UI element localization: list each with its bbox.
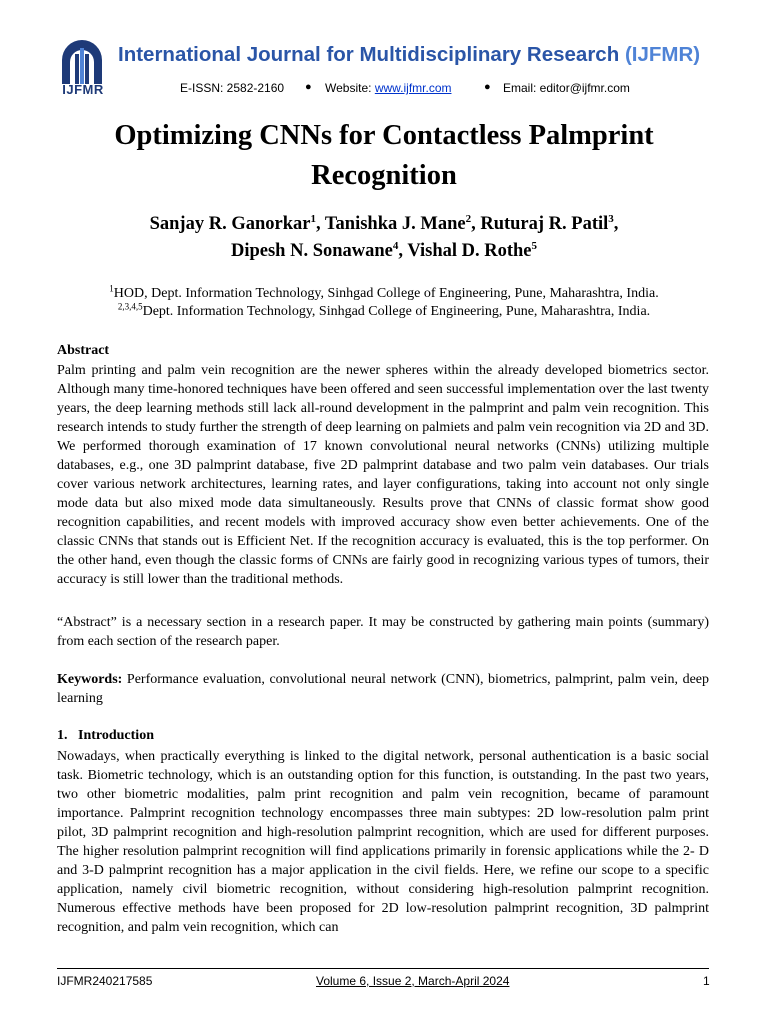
eissn: E-ISSN: 2582-2160 bbox=[180, 81, 285, 95]
abstract-heading: Abstract bbox=[57, 343, 110, 358]
keywords-label: Keywords: bbox=[57, 672, 123, 687]
paper-title-line2: Recognition bbox=[311, 160, 457, 191]
email: Email: editor@ijfmr.com bbox=[503, 81, 630, 95]
author-name: Vishal D. Rothe bbox=[407, 241, 532, 261]
author-sup: 1 bbox=[310, 212, 316, 225]
paper-title-line1: Optimizing CNNs for Contactless Palmprint bbox=[114, 120, 654, 151]
volume-issue: Volume 6, Issue 2, March-April 2024 bbox=[316, 974, 510, 988]
journal-name: International Journal for Multidisciplinary Research bbox=[118, 43, 620, 66]
keywords bbox=[57, 670, 709, 708]
bullet-icon: ● bbox=[484, 81, 491, 93]
logo-text: IJFMR bbox=[62, 82, 104, 97]
paper-title bbox=[40, 116, 728, 196]
website bbox=[325, 81, 451, 95]
author-name: Ruturaj R. Patil bbox=[480, 214, 609, 234]
page-number: 1 bbox=[703, 974, 710, 988]
website-label: Website: bbox=[325, 81, 375, 95]
author-sup: 4 bbox=[392, 239, 399, 252]
author-name: Tanishka J. Mane bbox=[324, 214, 466, 234]
website-link[interactable]: www.ijfmr.com bbox=[374, 81, 452, 95]
author-name: Sanjay R. Ganorkar bbox=[149, 214, 311, 234]
logo-arch-icon bbox=[58, 40, 106, 84]
affiliation-text: Dept. Information Technology, Sinhgad College of Engineering, Pune, Maharashtra, India. bbox=[142, 304, 651, 319]
affiliation-sup: 1 bbox=[109, 283, 114, 294]
footer-divider bbox=[57, 968, 709, 969]
journal-abbr: (IJFMR) bbox=[624, 43, 701, 66]
abstract-note: “Abstract” is a necessary section in a research paper. It may be constructed by gathering main points (summary) from each section of the research paper. bbox=[57, 615, 709, 649]
author-line-2: Dipesh N. Sonawane$^4$, Vishal D. Rothe$^5$ bbox=[230, 239, 538, 261]
abstract-text: Palm printing and palm vein recognition are the newer spheres within the already developed biometrics sector. Although many time-honored techniques have been offered and seen successful implementation over the last twenty years, the deep learning methods still lack all-round development in the palmprint and palm vein recognition. This research intends to study further the strength of deep learning on palmiets and palm vein recognition via 2D and 3D. We performed thorough examination of 17 known convolutional neural networks (CNNs) utilizing multiple databases, e.g., one 3D palmprint database, five 2D palmprint database and two palm vein databases. Our trials cover various network architectures, learning rates, and layer configurations, taking into account not only single mode data but also mixed mode data simultaneously. Results prove that CNNs of classic format show good recognition capabilities, and recent models with improved accuracy show even better achievements. One of the classic CNNs that stands out is Efficient Net. If the recognition accuracy is evaluated, this is the top performer. On the other hand, even though the classic forms of CNNs are fairly good in recognizing various types of tumors, their accuracy is still lower than the traditional methods. bbox=[57, 363, 709, 587]
author-sup: 3 bbox=[608, 212, 614, 225]
paper-id: IJFMR240217585 bbox=[57, 974, 153, 988]
affiliation-sup: 2,3,4,5 bbox=[117, 301, 143, 312]
journal-info-line bbox=[0, 81, 768, 97]
author-name: Dipesh N. Sonawane bbox=[230, 241, 393, 261]
author-list bbox=[40, 211, 728, 265]
introduction-heading: 1. Introduction bbox=[57, 728, 154, 743]
affiliation-1 bbox=[40, 283, 728, 302]
bullet-icon: ● bbox=[305, 81, 312, 93]
author-line-1: Sanjay R. Ganorkar$^1$, Tanishka J. Mane$^2$, Ruturaj R. Patil$^3$, bbox=[149, 212, 619, 234]
affiliation-text: HOD, Dept. Information Technology, Sinhgad College of Engineering, Pune, Maharashtra, India. bbox=[113, 286, 659, 301]
keywords-text: Performance evaluation, convolutional neural network (CNN), biometrics, palmprint, palm vein, deep learning bbox=[57, 672, 709, 706]
author-sup: 5 bbox=[531, 239, 538, 252]
introduction-text: Nowadays, when practically everything is linked to the digital network, personal authentication is a basic social task. Biometric technology, which is an outstanding option for this function, is outstanding. In the past two years, two other biometric modalities, palm print recognition and palm vein recognition, became of paramount importance. Palmprint recognition technology encompasses three main subtypes: 2D low-resolution palm print pilot, 3D palmprint recognition and high-resolution palmprint recognition, which are used for different purposes. The higher resolution palmprint recognition will find applications primarily in forensic applications while the 2- D and 3-D palmprint recognition has a major application in the civil fields. Here, we refine our scope to a specific application, namely civil biometric recognition, without considering high-resolution palmprint recognition. Numerous effective methods have been proposed for 2D low-resolution palmprint recognition, 3D palmprint recognition, and palm vein recognition, which can bbox=[57, 749, 709, 935]
author-sup: 2 bbox=[465, 212, 472, 225]
affiliation-2 bbox=[40, 301, 728, 320]
journal-title bbox=[118, 43, 700, 67]
